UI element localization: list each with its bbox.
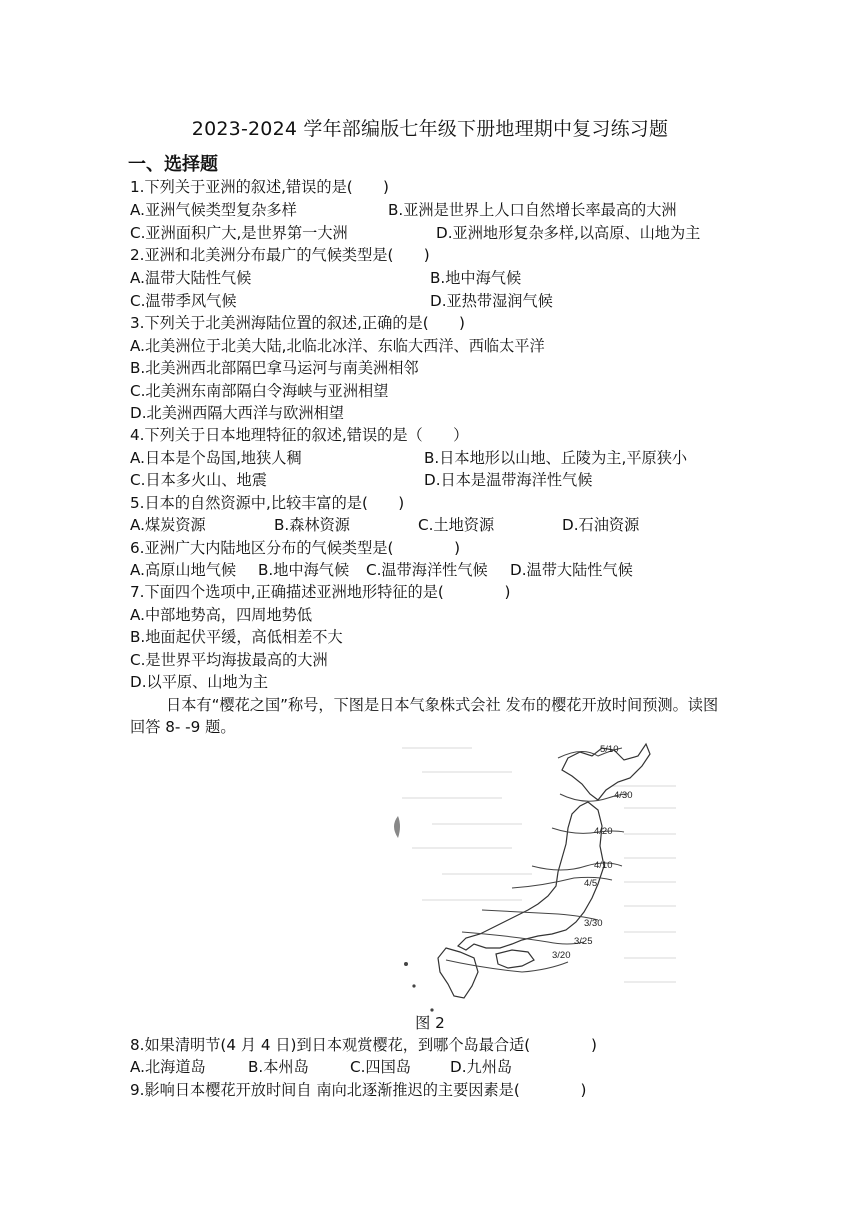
question-5-option-c: C.土地资源 [418, 516, 495, 534]
question-5-option-d: D.石油资源 [562, 516, 640, 534]
question-3-option-a: A.北美洲位于北美大陆,北临北冰洋、东临大西洋、西临太平洋 [130, 337, 545, 355]
question-2-option-a: A.温带大陆性气候 [130, 269, 252, 287]
question-4-option-c: C.日本多火山、地震 [130, 471, 267, 489]
question-4-stem: 4.下列关于日本地理特征的叙述,错误的是（ ） [130, 426, 469, 444]
question-1-option-a: A.亚洲气候类型复杂多样 [130, 201, 297, 219]
question-3-option-b: B.北美洲西北部隔巴拿马运河与南美洲相邻 [130, 359, 419, 377]
section-heading: 一、选择题 [128, 154, 218, 175]
question-1-stem: 1.下列关于亚洲的叙述,错误的是( ) [130, 178, 389, 196]
small-island [404, 962, 408, 966]
question-8-stem: 8.如果清明节(4 月 4 日)到日本观赏樱花，到哪个岛最合适( ) [130, 1036, 597, 1054]
question-4-option-d: D.日本是温带海洋性气候 [424, 471, 593, 489]
small-island [412, 984, 415, 987]
question-7-stem: 7.下面四个选项中,正确描述亚洲地形特征的是( ) [130, 583, 511, 601]
question-3-stem: 3.下列关于北美洲海陆位置的叙述,正确的是( ) [130, 314, 465, 332]
small-island [394, 816, 400, 838]
figure-caption: 图 2 [415, 1014, 445, 1032]
question-8-option-b: B.本州岛 [248, 1058, 309, 1076]
question-5-stem: 5.日本的自然资源中,比较丰富的是( ) [130, 494, 405, 512]
reading-passage: 日本有“樱花之国”称号，下图是日本气象株式会社 发布的樱花开放时间预测。读图回答 8- -9 题。 [130, 696, 719, 736]
question-1-option-c: C.亚洲面积广大,是世界第一大洲 [130, 224, 348, 242]
question-5-option-a: A.煤炭资源 [130, 516, 206, 534]
question-6-option-a: A.高原山地气候 [130, 561, 237, 579]
question-4-option-b: B.日本地形以山地、丘陵为主,平原狭小 [424, 449, 688, 467]
question-2-option-b: B.地中海气候 [430, 269, 522, 287]
question-6-option-d: D.温带大陆性气候 [510, 561, 633, 579]
isoline-label: 4/5 [584, 878, 598, 889]
isoline-label: 4/30 [614, 790, 633, 801]
question-7-option-d: D.以平原、山地为主 [130, 673, 269, 691]
isoline-label: 3/30 [584, 918, 603, 929]
question-9-stem: 9.影响日本樱花开放时间自 南向北逐渐推迟的主要因素是( ) [130, 1081, 587, 1099]
question-7-option-c: C.是世界平均海拔最高的大洲 [130, 651, 328, 669]
question-2-stem: 2.亚洲和北美洲分布最广的气候类型是( ) [130, 246, 430, 264]
isoline-label: 5/10 [600, 744, 619, 755]
question-7-option-b: B.地面起伏平缓，高低相差不大 [130, 628, 343, 646]
question-8-option-d: D.九州岛 [450, 1058, 513, 1076]
isoline-label: 3/20 [552, 950, 571, 961]
question-1-option-b: B.亚洲是世界上人口自然增长率最高的大洲 [388, 201, 677, 219]
question-8-option-a: A.北海道岛 [130, 1058, 206, 1076]
kyushu-island [438, 948, 478, 998]
document-title: 2023-2024 学年部编版七年级下册地理期中复习练习题 [191, 118, 669, 140]
shikoku-island [496, 950, 534, 968]
isoline-label: 4/20 [594, 826, 613, 837]
question-1-option-d: D.亚洲地形复杂多样,以高原、山地为主 [436, 224, 701, 242]
question-8-option-c: C.四国岛 [350, 1058, 411, 1076]
question-3-option-d: D.北美洲西隔大西洋与欧洲相望 [130, 404, 344, 422]
question-2-option-d: D.亚热带湿润气候 [430, 292, 553, 310]
question-7-option-a: A.中部地势高，四周地势低 [130, 606, 313, 624]
question-4-option-a: A.日本是个岛国,地狭人稠 [130, 449, 302, 467]
japan-cherry-blossom-map [362, 736, 676, 1014]
background-texture [402, 748, 676, 982]
question-6-stem: 6.亚洲广大内陆地区分布的气候类型是( ) [130, 539, 461, 557]
isoline-label: 3/25 [574, 936, 593, 947]
question-5-option-b: B.森林资源 [274, 516, 350, 534]
question-6-option-b: B.地中海气候 [258, 561, 350, 579]
question-3-option-c: C.北美洲东南部隔白令海峡与亚洲相望 [130, 382, 389, 400]
question-2-option-c: C.温带季风气候 [130, 292, 237, 310]
isoline-label: 4/10 [594, 860, 613, 871]
question-6-option-c: C.温带海洋性气候 [366, 561, 488, 579]
